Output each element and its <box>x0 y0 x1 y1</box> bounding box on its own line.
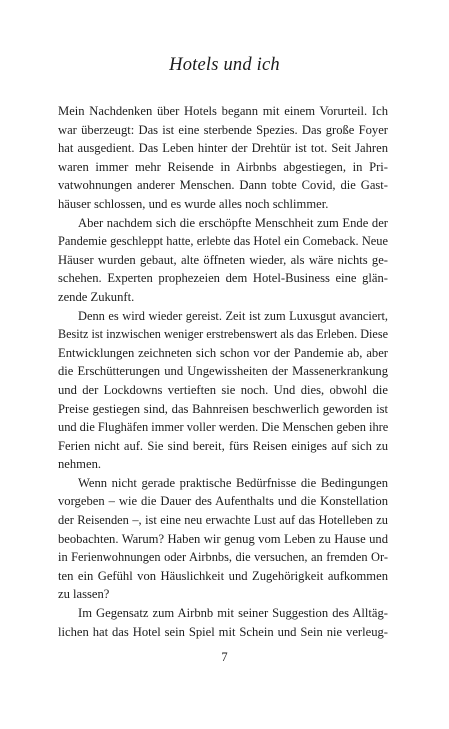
text-line: in Ferienwohnungen oder Airbnbs, die versuchen, an fremden Or- <box>58 550 388 565</box>
text-line: Ferien nicht auf. Sie sind bereit, fürs Reisen einiges auf sich zu <box>58 438 388 453</box>
text-line: beobachten. Warum? Haben wir genug vom Leben zu Hause und <box>58 531 388 546</box>
text-line: Pandemie geschleppt hatte, erlebte das Hotel ein Comeback. Neue <box>58 234 388 249</box>
text-line: Häuser wurden gebaut, alte öffneten wieder, als wäre nichts ge- <box>58 252 388 267</box>
text-line: ten ein Gefühl von Häuslichkeit und Zugehörigkeit aufkommen <box>58 568 388 583</box>
text-line: zu lassen? <box>58 587 110 602</box>
text-line: war überzeugt: Das ist eine sterbende Spezies. Das große Foyer <box>58 122 388 137</box>
body-text <box>58 102 388 641</box>
chapter-title: Hotels und ich <box>169 55 280 75</box>
text-line: Entwicklungen zeichneten sich schon vor der Pandemie ab, aber <box>58 345 388 360</box>
text-line: Preise gestiegen sind, das Bahnreisen beschwerlich geworden ist <box>58 401 388 416</box>
text-line: Aber nachdem sich die erschöpfte Menschheit zum Ende der <box>78 215 388 230</box>
text-line: lichen hat das Hotel sein Spiel mit Schein und Sein nie verleug- <box>58 624 388 639</box>
text-line: hat ausgedient. Das Leben hinter der Drehtür ist tot. Seit Jahren <box>58 141 388 156</box>
text-line: schehen. Experten prophezeien dem Hotel-Business eine glän- <box>58 271 388 286</box>
text-line: vorgeben – wie die Dauer des Aufenthalts und die Konstellation <box>58 494 388 509</box>
text-line: waren immer mehr Reisende in Airbnbs abgestiegen, in Pri- <box>58 159 388 174</box>
text-line: zende Zukunft. <box>58 289 135 304</box>
text-line: Im Gegensatz zum Airbnb mit seiner Suggestion des Alltäg- <box>78 606 388 621</box>
text-line: und der Lockdowns vertieften sie noch. Und dies, obwohl die <box>58 382 388 397</box>
text-line: Mein Nachdenken über Hotels begann mit einem Vorurteil. Ich <box>58 104 388 118</box>
text-line: die Erschütterungen und Ungewissheiten der Massenerkrankung <box>58 364 388 379</box>
text-line: Denn es wird wieder gereist. Zeit ist zum Luxusgut avanciert, <box>78 308 388 323</box>
page-number: 7 <box>221 650 228 664</box>
text-line: Besitz ist inzwischen weniger erstrebenswert als das Erleben. Diese <box>58 327 388 342</box>
text-line: nehmen. <box>58 457 102 472</box>
text-line: und die Flughäfen immer voller werden. Die Menschen geben ihre <box>58 420 389 435</box>
text-line: Wenn nicht gerade praktische Bedürfnisse die Bedingungen <box>78 475 388 490</box>
text-line: vatwohnungen anderer Menschen. Dann tobte Covid, die Gast- <box>58 178 388 193</box>
text-line: häuser schlossen, und es wurde alles noch schlimmer. <box>58 196 329 211</box>
text-line: der Reisenden –, ist eine neu erwachte Lust auf das Hotelleben zu <box>58 513 388 528</box>
